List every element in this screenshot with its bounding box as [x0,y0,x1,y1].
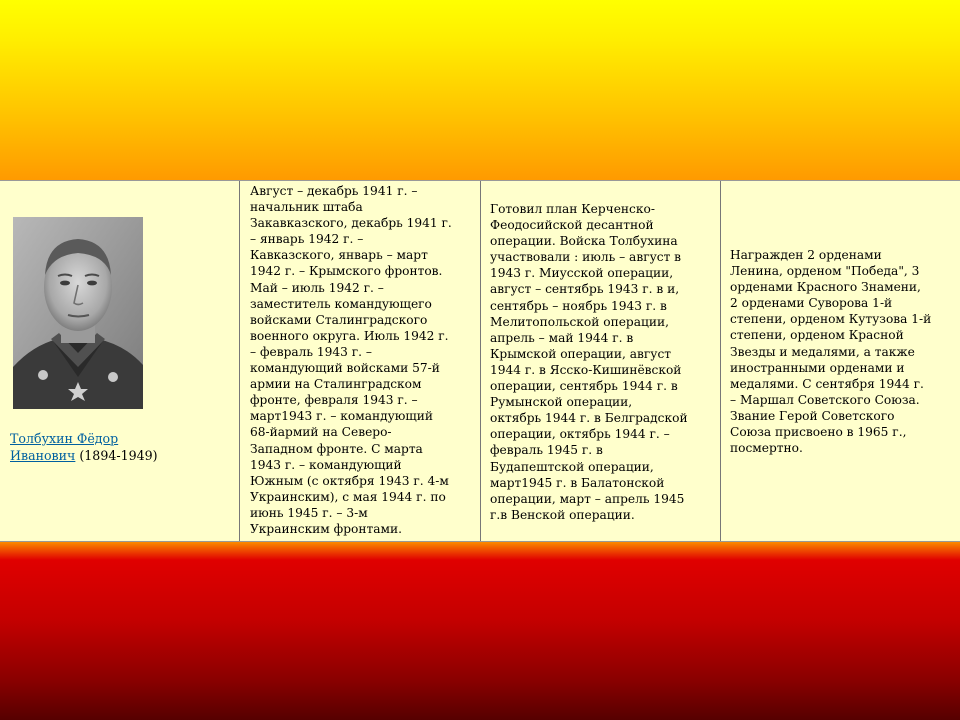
info-table [0,180,960,542]
service-text: Август – декабрь 1941 г. – начальник штаба Закавказского, декабрь 1941 г. – январь 1942 г. – Кавказского, январь – март 1942 г. – Крымского фронтов. Май – июль 1942 г. – заместитель командующего войсками Сталинградского военного округа. Июль 1942 г. – февраль 1943 г. – командующий войсками 57-й армии на Сталинградском фронте, февраля 1943 г. – март1943 г. – командующий 68-йармий на Северо- Западном фронте. С марта 1943 г. – командующий Южным (с октября 1943 г. 4-м Украинским), с мая 1944 г. по июнь 1945 г. – 3-м Украинским фронтами. [250,184,452,536]
operations-cell [481,181,721,541]
portrait-photo [13,217,143,409]
awards-cell [721,181,960,541]
person-name-line2: Иванович [10,447,76,463]
person-caption [10,431,232,464]
person-name-line1: Толбухин Фёдор [10,431,119,446]
service-cell [240,181,481,541]
operations-text: Готовил план Керченско- Феодосийской десантной операции. Войска Толбухина участвовали : июль – август в 1943 г. Миусской операции, август – сентябрь 1943 г. в и, сентябрь – ноябрь 1943 г. в Мелитопольской операции, апрель – май 1944 г. в Крымской операции, август 1944 г. в Ясско-Кишинёвской операции, сентябрь 1944 г. в Румынской операции, октябрь 1944 г. в Белградской операции, октябрь 1944 г. – февраль 1945 г. в Будапештской операции, март1945 г. в Балатонской операции, март – апрель 1945 г.в Венской операции. [490,202,688,522]
awards-text: Награжден 2 орденами Ленина, орденом "Победа", 3 орденами Красного Знамени, 2 орденами Суворова 1-й степени, орденом Кутузова 1-й степени, орденом Красной Звезды и медалями, а также иностранными орденами и медалями. С сентября 1944 г. – Маршал Советского Союза. Звание Герой Советского Союза присвоено в 1965 г., посмертно. [730,248,932,456]
person-years: (1894-1949) [75,447,158,463]
portrait-image [13,217,143,409]
portrait-cell [0,181,240,541]
